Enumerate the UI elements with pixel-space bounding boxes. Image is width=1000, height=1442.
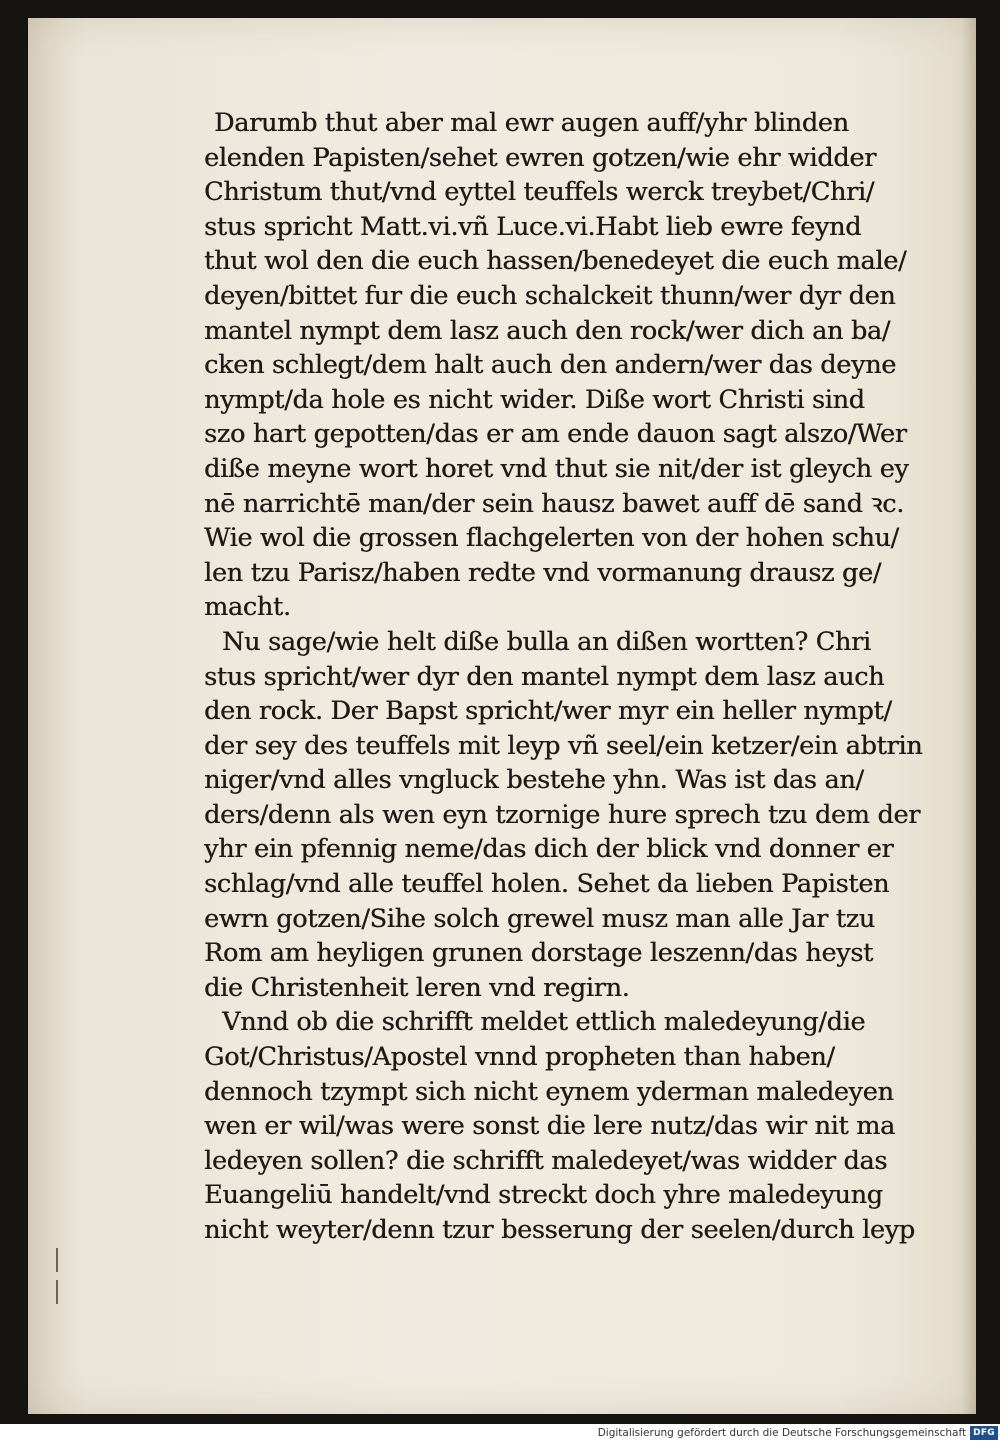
text-line-21: ders/denn als wen eyn tzornige hure sprech tzu dem der: [204, 799, 921, 830]
text-line-24: ewrn gotzen/Sihe solch grewel musz man alle Jar tzu: [204, 903, 875, 934]
text-line-32: Euangeliū handelt/vnd streckt doch yhre maledeyung: [204, 1180, 883, 1211]
text-line-4: stus spricht Matt.vi.vñ Luce.vi.Habt lieb ewre feynd: [204, 211, 862, 242]
text-line-18: den rock. Der Bapst spricht/wer myr ein heller nympt/: [204, 696, 892, 727]
text-line-14: len tzu Parisz/haben redte vnd vormanung drausz ge/: [204, 557, 882, 588]
text-line-15: macht.: [204, 592, 291, 623]
text-line-20: niger/vnd alles vngluck bestehe yhn. Was ist das an/: [204, 765, 864, 796]
text-line-7: mantel nympt dem lasz auch den rock/wer dich an ba/: [204, 315, 891, 346]
text-line-9: nympt/da hole es nicht wider. Diße wort Christi sind: [204, 384, 865, 415]
text-line-5: thut wol den die euch hassen/benedeyet die euch male/: [204, 246, 907, 277]
text-line-17: stus spricht/wer dyr den mantel nympt dem lasz auch: [204, 661, 885, 692]
text-line-2: elenden Papisten/sehet ewren gotzen/wie ehr widder: [204, 142, 876, 173]
text-block: [204, 106, 949, 1248]
credit-text: Digitalisierung gefördert durch die Deutsche Forschungsgemeinschaft: [597, 1427, 967, 1439]
text-line-8: cken schlegt/dem halt auch den andern/wer das deyne: [204, 350, 896, 381]
text-line-16: Nu sage/wie helt diße bulla an dißen wortten? Chri: [222, 626, 871, 657]
book-page: [28, 18, 976, 1414]
text-line-10: szo hart gepotten/das er am ende dauon sagt alszo/Wer: [204, 419, 907, 450]
page-edge-shadow: [962, 18, 976, 1414]
margin-mark: [56, 1248, 58, 1272]
dfg-logo-icon: DFG: [970, 1426, 998, 1440]
text-line-1: Darumb thut aber mal ewr augen auff/yhr blinden: [214, 108, 849, 138]
text-line-22: yhr ein pfennig neme/das dich der blick vnd donner er: [204, 834, 894, 865]
text-line-6: deyen/bittet fur die euch schalckeit thunn/wer dyr den: [204, 280, 896, 311]
margin-marks: [56, 1248, 66, 1308]
text-line-23: schlag/vnd alle teuffel holen. Sehet da lieben Papisten: [204, 869, 890, 900]
margin-mark: [56, 1280, 58, 1304]
text-line-28: Got/Christus/Apostel vnnd propheten than haben/: [204, 1042, 835, 1073]
text-line-3: Christum thut/vnd eyttel teuffels werck treybet/Chri/: [204, 177, 875, 208]
text-line-27: Vnnd ob die schrifft meldet ettlich maledeyung/die: [222, 1007, 866, 1038]
text-line-31: ledeyen sollen? die schrifft maledeyet/was widder das: [204, 1145, 888, 1176]
digitization-credit: [598, 1424, 1000, 1442]
text-line-11: diße meyne wort horet vnd thut sie nit/der ist gleych ey: [204, 453, 909, 484]
text-line-29: dennoch tzympt sich nicht eynem yderman maledeyen: [204, 1076, 894, 1107]
text-line-19: der sey des teuffels mit leyp vñ seel/ein ketzer/ein abtrin: [204, 730, 923, 761]
text-line-26: die Christenheit leren vnd regirn.: [204, 972, 630, 1003]
text-line-13: Wie wol die grossen flachgelerten von der hohen schu/: [204, 523, 899, 554]
text-line-30: wen er wil/was were sonst die lere nutz/das wir nit ma: [204, 1111, 895, 1142]
text-line-12: nē narrichtē man/der sein hausz bawet auff dē sand ꝛc.: [204, 488, 904, 519]
text-line-33: nicht weyter/denn tzur besserung der seelen/durch leyp: [204, 1215, 915, 1245]
text-line-25: Rom am heyligen grunen dorstage leszenn/das heyst: [204, 938, 873, 969]
